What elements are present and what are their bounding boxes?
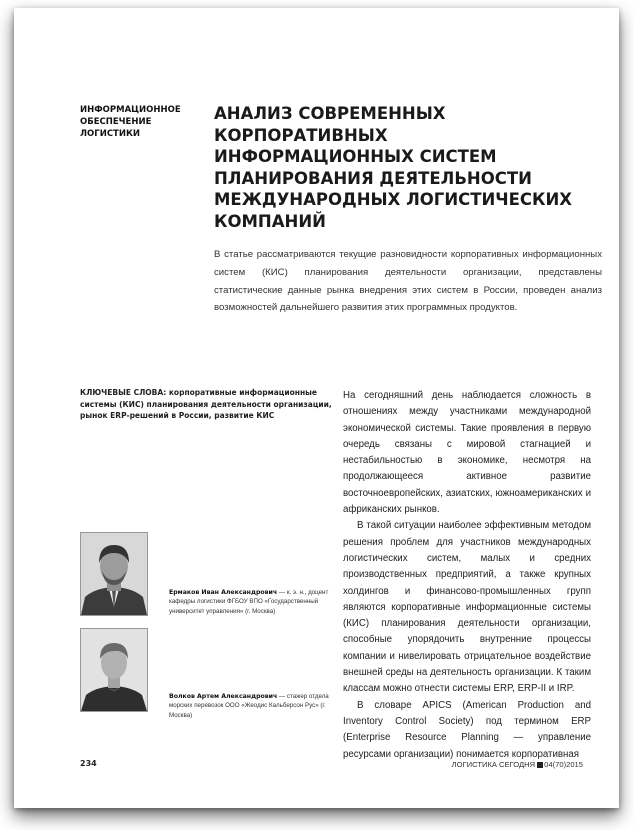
journal-footer	[452, 760, 583, 769]
article-abstract: В статье рассматриваются текущие разновидности корпоративных информационных систем (КИС) планирования деятельности организации, представлены статистические данные рынка внедрения этих систем в России, проведен анализ возможностей дальнейшего развития этих программных продуктов.	[214, 249, 602, 314]
keywords-text: корпоративные информационные системы (КИС) планирования деятельности организации, рынок ERP-решений в России, развитие КИС	[80, 388, 332, 420]
author-photo	[80, 532, 148, 616]
page-number: 234	[80, 759, 97, 768]
square-bullet-icon	[537, 762, 543, 768]
author-name: Ермаков Иван Александрович	[169, 589, 278, 596]
title-line: ПЛАНИРОВАНИЯ ДЕЯТЕЛЬНОСТИ	[214, 168, 532, 188]
keywords-label: КЛЮЧЕВЫЕ СЛОВА:	[80, 388, 167, 397]
author-info: — стажер отдела морских перевозок ООО «Жеодис Кальберсон Рус» (г. Москва)	[169, 693, 329, 719]
author-info: — к. э. н., доцент кафедры логистики ФГБОУ ВПО «Государственный университет управления» (г. Москва)	[169, 589, 329, 615]
body-paragraph: В такой ситуации наиболее эффективным методом решения проблем для участников международных логистических систем, малых и средних производственных предприятий, а также крупных холдингов и финансово-промышленных групп являются корпоративные информационные системы (КИС) планирования деятельности организации, способные упорядочить внутренние процессы компании и нивелировать отрицательное воздействие внешней среды на деятельность организации. К таким классам можно отнести системы ERP, ERP-II и IRP.	[343, 520, 591, 695]
author-caption	[169, 588, 339, 616]
rubric-line: ЛОГИСТИКИ	[80, 129, 141, 139]
body-paragraph: На сегодняшний день наблюдается сложность в отношениях между участниками международной экономической системы. Такие проявления в первую очередь связаны с мировой стагнацией и нестабильностью в экономике, несмотря на продолжающееся активное развитие восточноевропейских, азиатских, южноамериканских и африканских рынков.	[343, 390, 591, 516]
article-title	[214, 103, 594, 232]
rubric-line: ИНФОРМАЦИОННОЕ	[80, 105, 181, 115]
title-line: МЕЖДУНАРОДНЫХ ЛОГИСТИЧЕСКИХ	[214, 190, 573, 209]
title-line: ИНФОРМАЦИОННЫХ СИСТЕМ	[214, 147, 497, 166]
title-line: КОМПАНИЙ	[214, 211, 326, 231]
rubric-line: ОБЕСПЕЧЕНИЕ	[80, 117, 152, 127]
article-body	[343, 388, 591, 763]
author-caption	[169, 692, 339, 720]
journal-name: ЛОГИСТИКА СЕГОДНЯ	[451, 760, 536, 769]
journal-issue: 04(70)2015	[544, 760, 583, 769]
section-rubric	[80, 104, 190, 140]
body-paragraph: В словаре APICS (American Production and Inventory Control Society) под термином ERP (Enterprise Resource Planning — управление ресурсами организации) понимается корпоративная	[343, 699, 591, 760]
keywords	[80, 387, 342, 422]
title-line: АНАЛИЗ СОВРЕМЕННЫХ КОРПОРАТИВНЫХ	[214, 104, 446, 145]
author-photo	[80, 628, 148, 712]
journal-page	[14, 8, 619, 808]
author-name: Волков Артем Александрович	[169, 693, 278, 700]
